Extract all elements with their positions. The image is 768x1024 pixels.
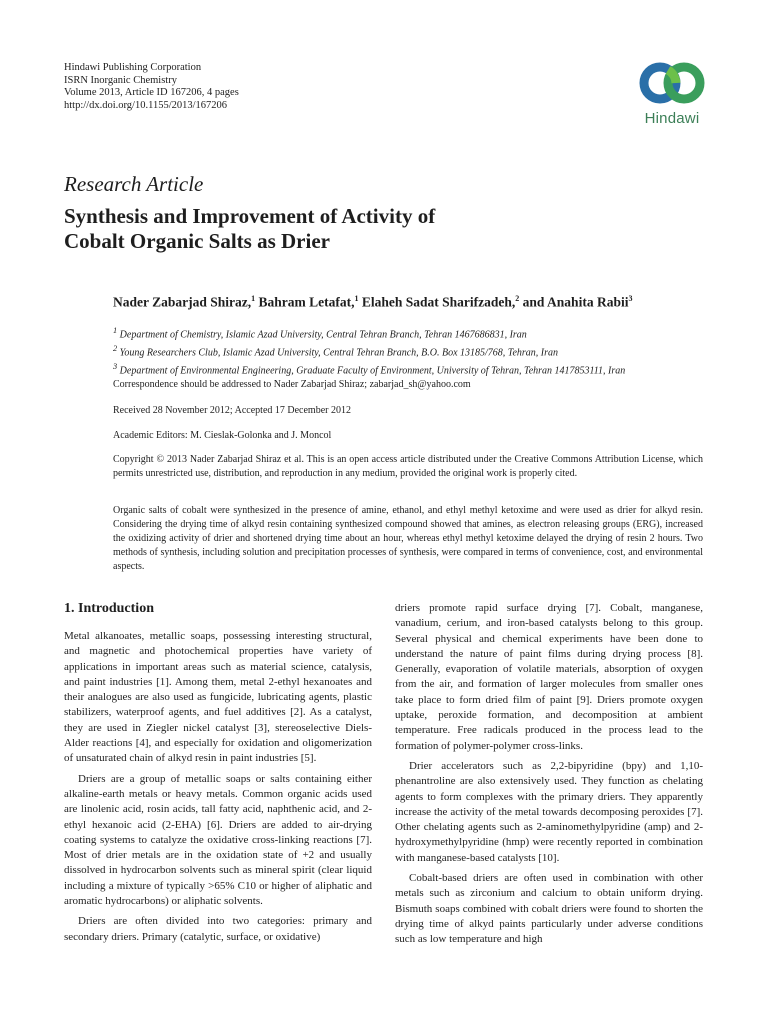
academic-editors: Academic Editors: M. Cieslak-Golonka and J. Moncol (113, 430, 332, 441)
affiliation-number: 1 (113, 326, 118, 335)
author-list (113, 294, 632, 311)
body-paragraph: Cobalt-based driers are often used in combination with other metals such as zirconium and calcium to obtain uniform drying. Bismuth soaps combined with cobalt driers were found to shorten the drying time of alkyd paints particularly under adverse conditions such as low temperature and high (395, 872, 703, 946)
received-accepted-dates: Received 28 November 2012; Accepted 17 December 2012 (113, 405, 351, 416)
author-name[interactable]: Nader Zabarjad Shiraz, (113, 294, 252, 310)
volume-info: Volume 2013, Article ID 167206, 4 pages (64, 87, 239, 99)
correspondence-line: Correspondence should be addressed to Nader Zabarjad Shiraz; zabarjad_sh@yahoo.com (113, 379, 471, 390)
author-affiliation-mark: 3 (628, 294, 633, 303)
body-paragraph: Driers are a group of metallic soaps or salts containing either alkaline-earth metals or heavy metals. Common organic acids used are linolenic acid, rosin acids, tall fatty acid, naphthenic acid, and 2-ethyl hexanoic acid (2-EHA) [6]. Driers are added to air-drying coating systems to catalyze the oxidative cross-linking reactions [7]. Most of drier metals are in the oxidation state of +2 and usually dissolved in hydrocarbon solvents such as mineral spirit (clear liquid including a mixture of typically >65% C10 or higher of aliphatic and aromatic hydrocarbons) or aliphatic solvents. (64, 772, 372, 908)
interlocking-rings-logo-icon (630, 58, 714, 110)
logo-wordmark: Hindawi (644, 110, 700, 127)
author-affiliation-mark: 1 (251, 294, 256, 303)
affiliation-text: Department of Chemistry, Islamic Azad University, Central Tehran Branch, Tehran 1467686831, Iran (119, 329, 527, 341)
body-paragraph: driers promote rapid surface drying [7]. Cobalt, manganese, vanadium, cerium, and iron-based catalysts belong to this group. Several physical and chemical experiments have been done to understand the nature of paint films during drying process [8]. Generally, evaporation of volatile materials, absorption of oxygen from the air, and formation of larger molecules from smaller ones take place to form dried film of paint [9]. Driers promote oxygen uptake, peroxide formation, and decomposition at ambient temperature. Free radicals produced in the process lead to the formation of polymer-polymer cross-links. (395, 602, 703, 752)
author-affiliation-mark: 1 (354, 294, 359, 303)
affiliation-list (113, 324, 625, 377)
affiliation (113, 360, 625, 378)
doi-link[interactable]: http://dx.doi.org/10.1155/2013/167206 (64, 99, 228, 111)
author-name[interactable]: and Anahita Rabii (522, 294, 629, 310)
title-line-2: Cobalt Organic Salts as Drier (64, 229, 330, 253)
article-title (64, 204, 524, 254)
copyright-notice: Copyright © 2013 Nader Zabarjad Shiraz et al. This is an open access article distributed under the Creative Commons Attribution License, which permits unrestricted use, distribution, and reproduction in any medium, provided the original work is properly cited. (113, 454, 703, 479)
journal-name: ISRN Inorganic Chemistry (64, 74, 177, 86)
affiliation-text: Young Researchers Club, Islamic Azad University, Central Tehran Branch, B.O. Box 13185/768, Tehran, Iran (119, 347, 559, 359)
right-column (395, 601, 703, 953)
article-type: Research Article (64, 172, 204, 196)
affiliation (113, 324, 625, 342)
section-heading-introduction: 1. Introduction (64, 601, 154, 616)
author-name[interactable]: Elaheh Sadat Sharifzadeh, (361, 294, 516, 310)
abstract: Organic salts of cobalt were synthesized in the presence of amine, ethanol, and ethyl methyl ketoxime and were used as drier for alkyd resin. Considering the drying time of alkyd resin containing synthesized compound showed that amines, as electron releasing groups (ERG), increased the oxidizing activity of drier and shortened drying time about an hour, whereas ethyl methyl ketoxime delayed the drying of resin 2 hours. Two methods of synthesis, including solution and precipitation processes of synthesis, were compared in terms of convenience, cost, and environmental aspects. (113, 505, 703, 572)
publisher-name: Hindawi Publishing Corporation (64, 62, 202, 73)
author-affiliation-mark: 2 (515, 294, 520, 303)
body-paragraph: Driers are often divided into two categories: primary and secondary driers. Primary (catalytic, surface, or oxidative) (64, 915, 372, 943)
author-name[interactable]: Bahram Letafat, (258, 294, 355, 310)
left-column (64, 629, 372, 950)
header-info (64, 62, 239, 112)
affiliation-number: 3 (113, 361, 118, 371)
affiliation-number: 2 (113, 343, 118, 353)
affiliation (113, 342, 625, 360)
title-line-1: Synthesis and Improvement of Activity of (64, 204, 436, 228)
hindawi-logo[interactable] (630, 58, 714, 134)
body-paragraph: Metal alkanoates, metallic soaps, possessing interesting structural, and magnetic and photochemical properties have variety of applications in important areas such as material science, catalysis, and paint industries [1]. Among them, metal 2-ethyl hexanoates and their analogues are also used as fungicide, lubricating agents, plastic stabilizers, waterproof agents, and fuel additives [2]. As a catalyst, they are used in Ziegler nickel catalyst [3], stereoselective Diels-Alder reactions [4], and especially for oxidation and oligomerization of unsaturated chain of alkyd resin in paint industries [5]. (64, 630, 372, 765)
affiliation-text: Department of Environmental Engineering, Graduate Faculty of Environment, University of Tehran, Tehran 1417853111, Iran (119, 364, 626, 376)
body-paragraph: Drier accelerators such as 2,2-bipyridine (bpy) and 1,10-phenantroline are also extensively used. They function as chelating agents to form complexes with the primary driers. They apparently increase the activity of the metal towards decomposing peroxides [7]. Other chelating agents such as 2-aminomethylpyridine (amp) and 2-hydroxymethylpyridine (hmp) were recently reported in combination with manganese-based catalysts [10]. (395, 759, 703, 864)
